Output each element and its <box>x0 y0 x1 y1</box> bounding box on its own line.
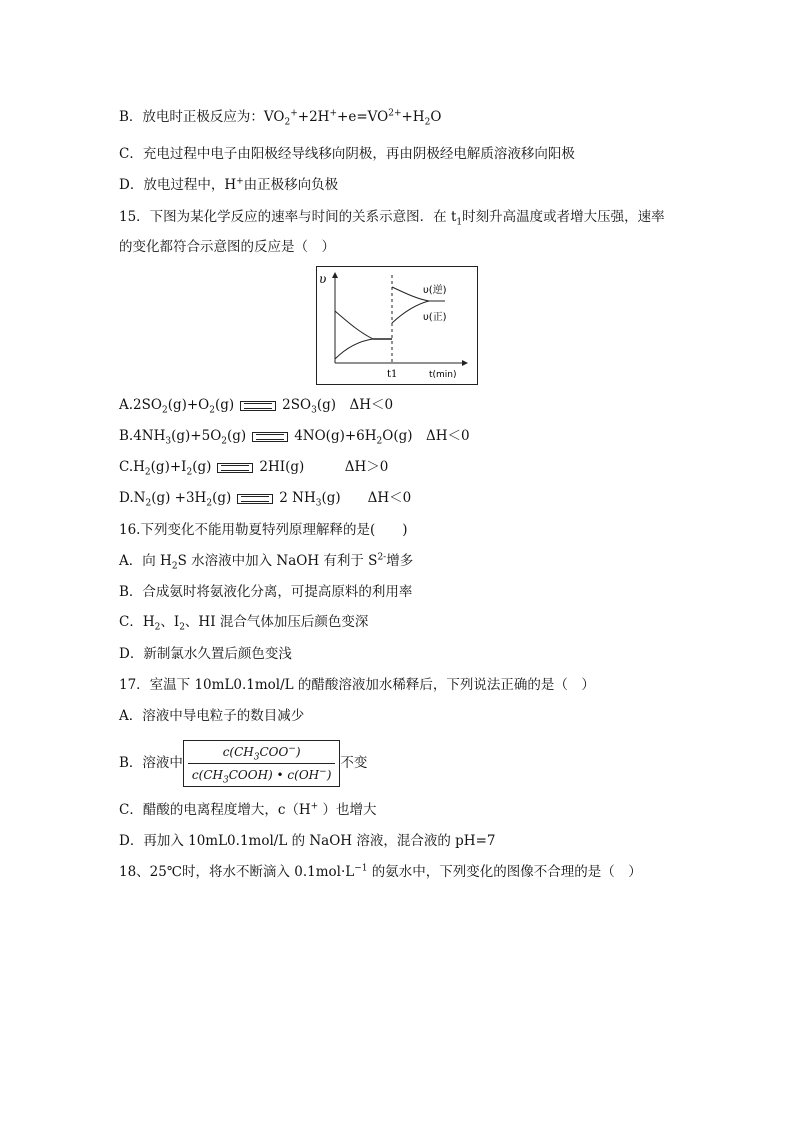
option-c-q14: C．充电过程中电子由阳极经导线移向阴极，再由阴极经电解质溶液移向阳极 <box>119 146 575 162</box>
question-15-stem-cont: 的变化都符合示意图的反应是（ ） <box>119 239 335 255</box>
option-b-q14: B．放电时正极反应为：$VO_2^++2H^++e=VO^{2+}+H_2O$ <box>119 108 442 128</box>
option-b-q16: B．合成氨时将氨液化分离，可提高原料的利用率 <box>119 584 413 600</box>
option-c-q16: C．$H_2$、$I_2$、HI 混合气体加压后颜色变深 <box>119 614 369 633</box>
rate-time-diagram <box>316 266 478 385</box>
equilibrium-arrow-icon <box>252 432 288 442</box>
t1-label: t1 <box>387 369 398 380</box>
option-d-q15: $D.N_2(g) +3H_2(g)$ 2 $NH_3(g)$ ΔH＜0 <box>119 490 412 509</box>
equilibrium-arrow-icon <box>217 463 253 473</box>
x-axis-label: t(min) <box>429 370 457 380</box>
equilibrium-arrow-icon <box>237 494 273 504</box>
option-d-q17: D．再加入 10mL0.1mol/L 的 NaOH 溶液，混合液的 pH=7 <box>119 833 496 849</box>
option-a-q15: $A.2SO_2(g)+O_2(g)$ $2SO_3(g)$ ΔH＜0 <box>119 397 394 416</box>
option-a-q17: A．溶液中导电粒子的数目减少 <box>119 708 305 724</box>
option-c-q15: $C.H_2(g)+I_2(g)$ 2HI(g) ΔH＞0 <box>119 459 389 478</box>
question-18-stem: 18、25℃时，将水不断滴入 $0.1mol\cdot L^{-1}$ 的氨水中，下列变化的图像不合理的是（ ） <box>119 863 642 880</box>
rate-time-svg <box>317 267 477 384</box>
ratio-fraction: $\frac{c(CH_3COO^-)}{c(CH_3COOH) • c(OH^-)}$ <box>183 740 340 787</box>
forward-rate-curve-1 <box>335 339 373 359</box>
option-b-q17-suffix: 不变 <box>340 755 368 771</box>
reverse-rate-curve-1 <box>335 311 391 339</box>
question-16-stem: 16.下列变化不能用勒夏特列原理解释的是( ) <box>119 522 408 538</box>
option-b-q17-prefix: B．溶液中 <box>119 755 183 771</box>
option-d-q16: D．新制氯水久置后颜色变浅 <box>119 646 292 662</box>
forward-rate-label: υ(正) <box>423 312 447 323</box>
reverse-rate-label: υ(逆) <box>423 285 447 296</box>
question-17-stem: 17．室温下 10mL0.1mol/L 的醋酸溶液加水稀释后，下列说法正确的是（ ） <box>119 677 595 693</box>
option-b-q17 <box>119 740 367 787</box>
option-a-q16: A．向 $H_2S$ 水溶液中加入 NaOH 有利于 $S^{2-}$增多 <box>119 552 414 572</box>
option-c-q17: C．醋酸的电离程度增大，c（H+ ）也增大 <box>119 801 377 818</box>
option-b-q15: $B.4NH_3(g)+5O_2(g)$ $4NO(g)+6H_2O(g)$ ΔH＜0 <box>119 428 470 447</box>
option-d-q14: D．放电过程中，H+由正极移向负极 <box>119 176 339 193</box>
question-15-stem: 15．下图为某化学反应的速率与时间的关系示意图．在 $t_1$时刻升高温度或者增大压强，速率 <box>119 209 665 228</box>
equilibrium-arrow-icon <box>240 401 276 411</box>
y-axis-label: υ <box>319 272 327 286</box>
